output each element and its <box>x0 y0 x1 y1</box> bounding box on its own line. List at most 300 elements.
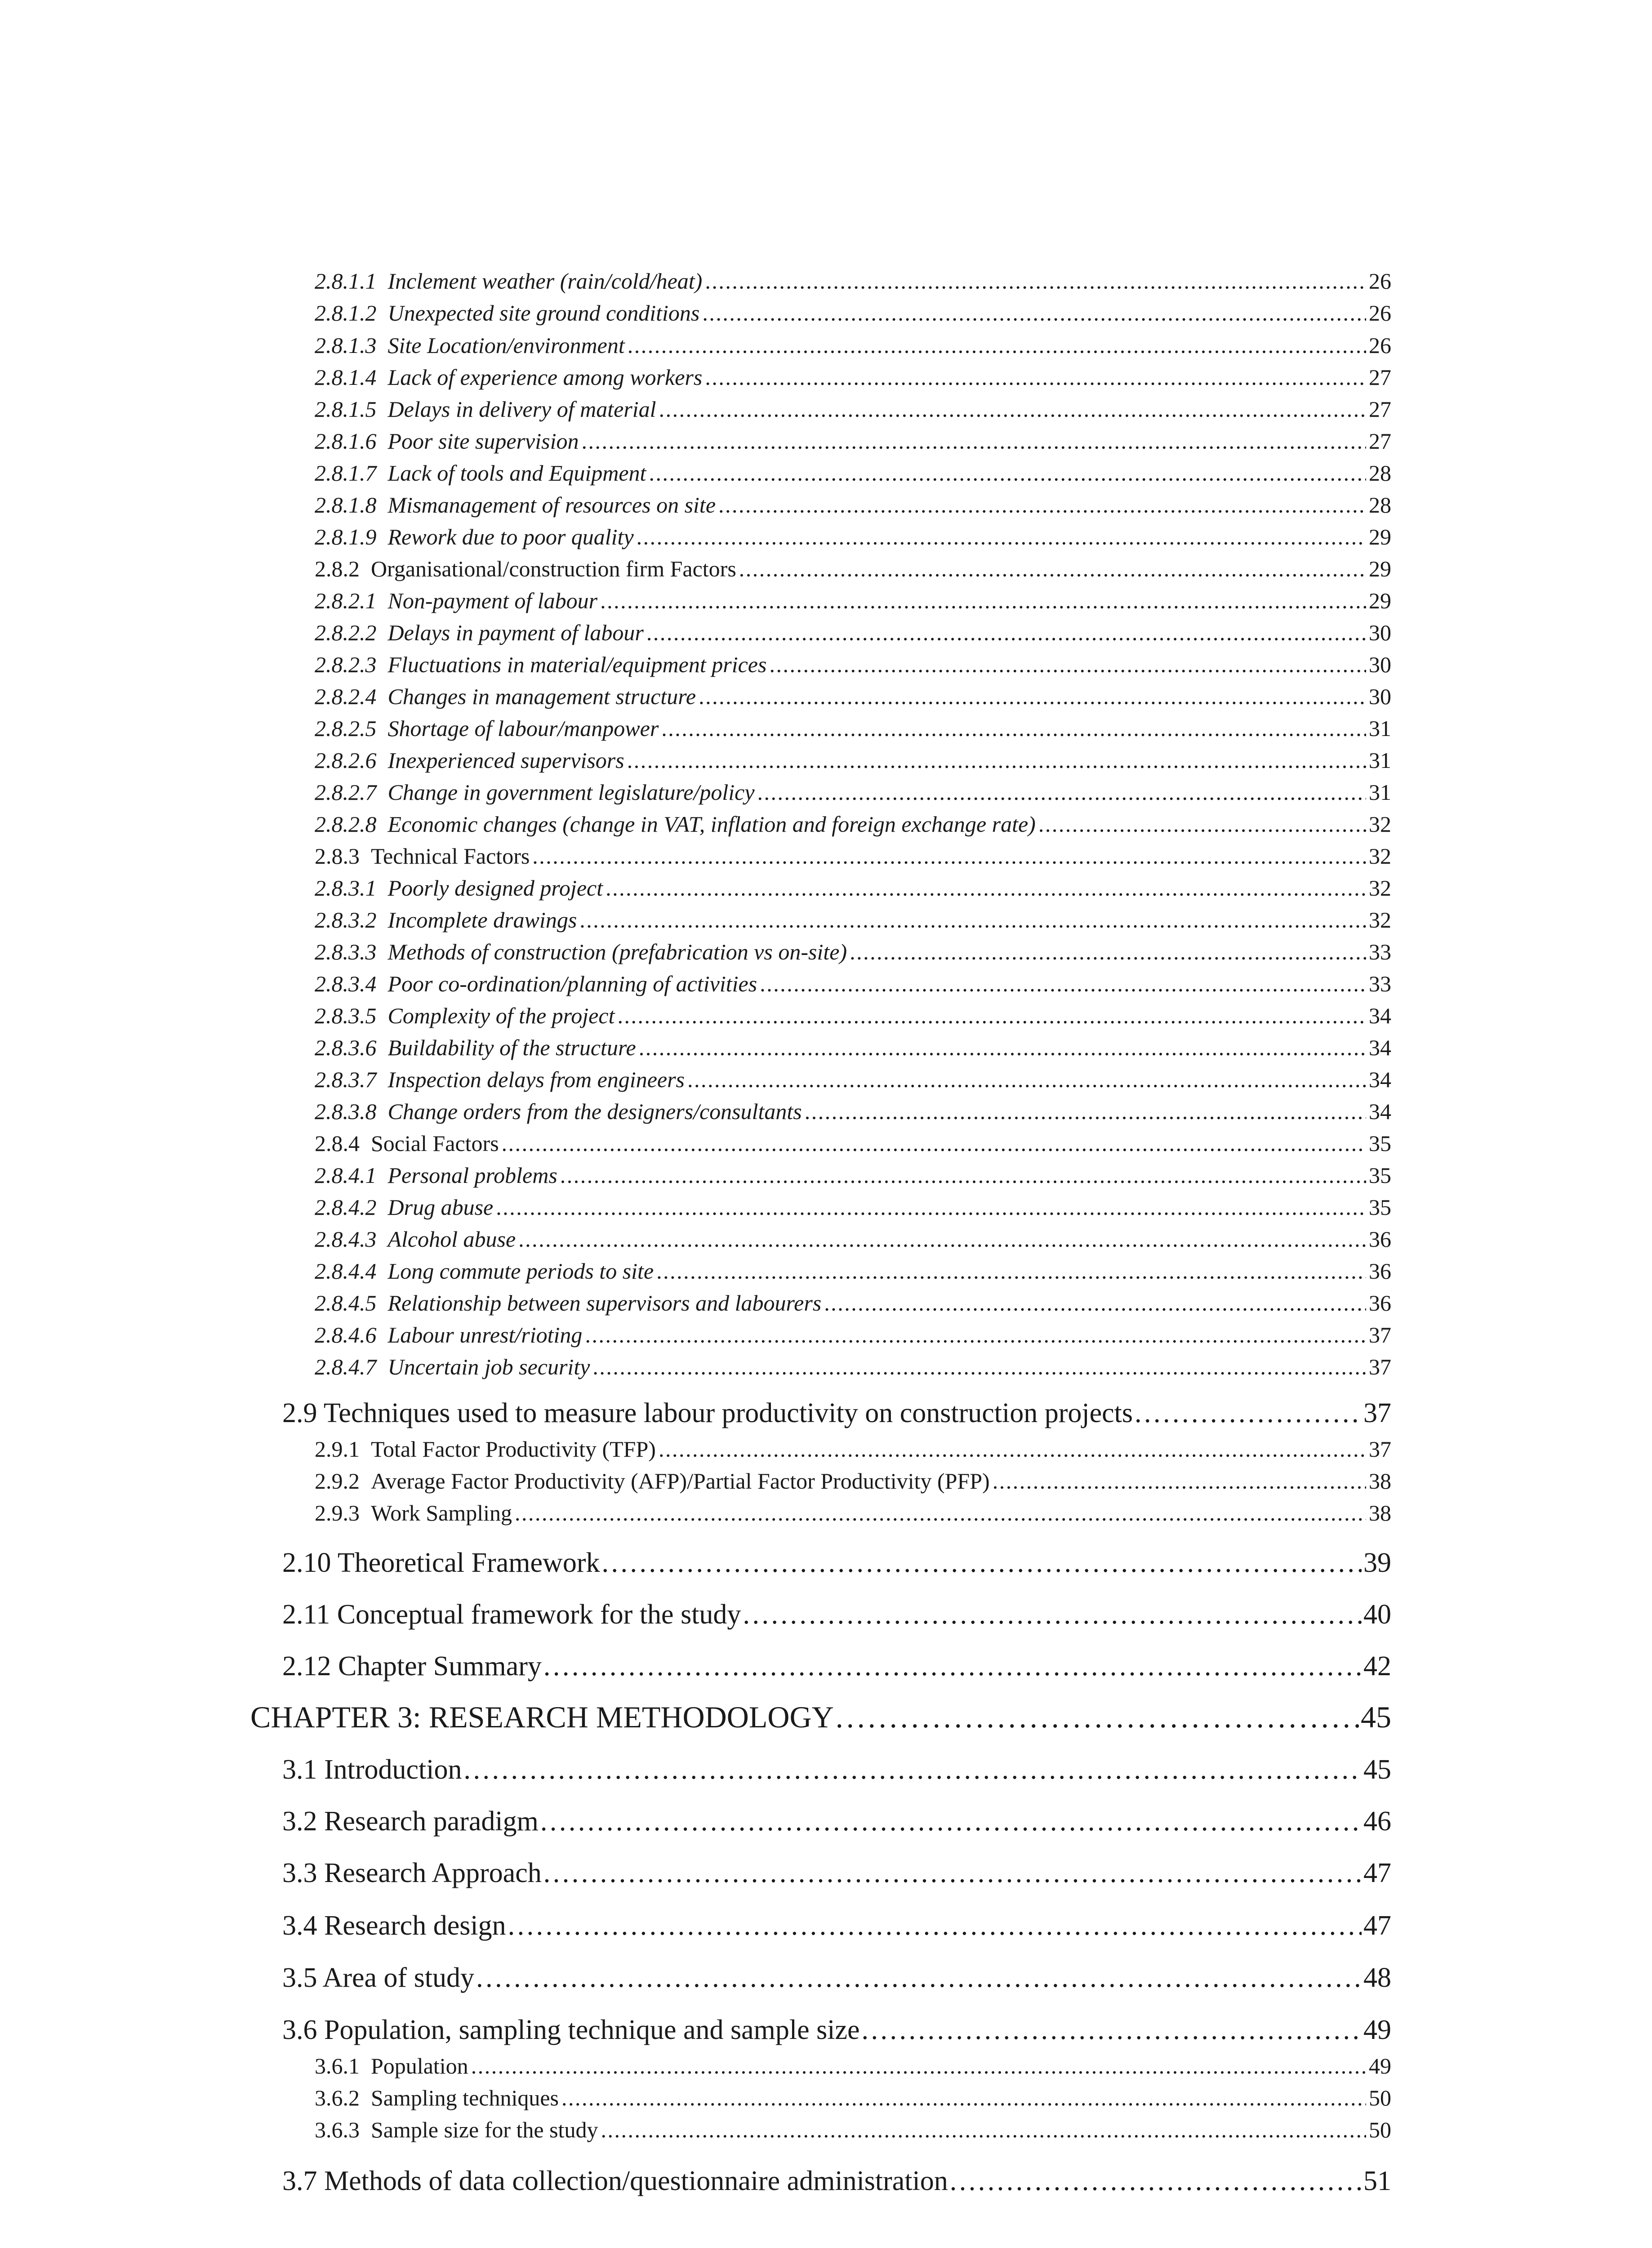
toc-entry-number: 2.8.4.3 <box>315 1227 377 1252</box>
toc-entry[interactable] <box>315 909 1391 931</box>
dot-leader <box>515 1502 1366 1524</box>
toc-entry-title: Population <box>371 2053 468 2079</box>
toc-entry-label <box>315 558 736 580</box>
toc-entry-title: Delays in delivery of material <box>387 397 656 422</box>
toc-entry[interactable] <box>315 1228 1391 1250</box>
toc-entry-label <box>315 526 634 548</box>
toc-entry-number: 2.9.2 <box>315 1468 360 1494</box>
dot-leader <box>805 1100 1366 1123</box>
toc-entry-page-number: 47 <box>1363 1910 1391 1941</box>
dot-leader <box>705 366 1366 388</box>
toc-entry-number: 2.8.4.6 <box>315 1322 377 1347</box>
dot-leader <box>532 845 1366 867</box>
toc-entry[interactable] <box>315 366 1391 388</box>
dot-leader <box>592 1356 1366 1378</box>
toc-entry-page-number: 36 <box>1369 1290 1391 1316</box>
toc-entry-title: Alcohol abuse <box>387 1227 516 1252</box>
toc-entry[interactable] <box>282 1859 1391 1887</box>
dot-leader <box>661 717 1366 740</box>
toc-entry-label <box>315 1132 499 1155</box>
toc-entry[interactable] <box>282 1756 1391 1784</box>
dot-leader <box>836 1702 1359 1732</box>
toc-entry-page-number: 26 <box>1369 268 1391 294</box>
toc-entry-title: Uncertain job security <box>387 1354 590 1379</box>
dot-leader <box>471 2055 1366 2077</box>
dot-leader <box>850 941 1366 963</box>
dot-leader <box>649 462 1366 484</box>
toc-entry-title: Incomplete drawings <box>387 907 577 932</box>
toc-entry-number: 2.8.1.4 <box>315 365 377 390</box>
dot-leader <box>606 877 1366 899</box>
toc-entry-number: 2.8.3.8 <box>315 1099 377 1124</box>
toc-entry-page-number: 34 <box>1369 1067 1391 1092</box>
dot-leader <box>543 1652 1362 1680</box>
toc-entry-title: Rework due to poor quality <box>387 524 634 549</box>
toc-entry[interactable] <box>315 2087 1391 2109</box>
toc-entry-number: 2.10 <box>282 1548 331 1578</box>
toc-entry-page-number: 30 <box>1369 620 1391 645</box>
toc-entry-label <box>315 1324 582 1346</box>
toc-entry-title: Sampling techniques <box>371 2085 559 2110</box>
toc-entry-number: 2.8.1.1 <box>315 268 377 294</box>
toc-entry-title: Labour unrest/rioting <box>387 1322 583 1347</box>
toc-entry-title: Inclement weather (rain/cold/heat) <box>387 268 703 294</box>
toc-entry-number: 2.8.4.4 <box>315 1258 377 1284</box>
toc-entry-page-number: 38 <box>1369 1500 1391 1525</box>
dot-leader <box>637 526 1366 548</box>
toc-entry[interactable] <box>282 1652 1391 1680</box>
toc-entry-page-number: 37 <box>1369 1436 1391 1462</box>
toc-entry-page-number: 49 <box>1363 2015 1391 2045</box>
toc-entry[interactable] <box>315 1004 1391 1027</box>
toc-entry-title: Area of study <box>322 1963 475 1993</box>
toc-entry-number: 2.8.2 <box>315 556 360 581</box>
toc-entry-label <box>315 845 530 867</box>
toc-entry[interactable] <box>315 972 1391 995</box>
toc-entry-number: 2.8.4.1 <box>315 1163 377 1188</box>
toc-entry-page-number: 32 <box>1369 907 1391 932</box>
toc-entry-number: 2.8.4.2 <box>315 1195 377 1220</box>
toc-entry[interactable] <box>315 653 1391 676</box>
toc-entry-title: Long commute periods to site <box>387 1258 654 1284</box>
toc-entry[interactable] <box>315 1438 1391 1460</box>
toc-entry-page-number: 32 <box>1369 843 1391 869</box>
toc-entry[interactable] <box>315 526 1391 548</box>
toc-entry[interactable] <box>315 781 1391 803</box>
toc-entry-title: Complexity of the project <box>387 1003 615 1028</box>
toc-entry-title: Methods of data collection/questionnaire administration <box>324 2166 948 2196</box>
toc-entry-page-number: 37 <box>1369 1322 1391 1347</box>
toc-entry-number: 3.6 <box>282 2015 317 2045</box>
toc-entry-page-number: 29 <box>1369 524 1391 549</box>
toc-entry-title: Change in government legislature/policy <box>387 780 755 805</box>
toc-entry-page-number: 50 <box>1369 2117 1391 2142</box>
toc-entry-number: 2.8.3.3 <box>315 939 377 964</box>
toc-entry[interactable] <box>315 462 1391 484</box>
toc-entry-label <box>282 2016 860 2044</box>
toc-entry[interactable] <box>282 1399 1391 1427</box>
toc-entry-title: Total Factor Productivity (TFP) <box>371 1436 656 1462</box>
toc-entry-title: Chapter Summary <box>338 1651 542 1682</box>
toc-entry-page-number: 29 <box>1369 556 1391 581</box>
toc-entry-page-number: 35 <box>1369 1163 1391 1188</box>
toc-entry[interactable] <box>315 685 1391 708</box>
toc-entry-page-number: 27 <box>1369 397 1391 422</box>
dot-leader <box>560 1164 1366 1186</box>
toc-entry[interactable] <box>315 941 1391 963</box>
toc-entry-page-number: 31 <box>1369 748 1391 773</box>
dot-leader <box>646 621 1366 644</box>
toc-entry-number: 2.9.3 <box>315 1500 360 1525</box>
toc-entry-page-number: 31 <box>1369 716 1391 741</box>
toc-entry-label <box>315 270 702 292</box>
toc-entry-page-number: 28 <box>1369 460 1391 486</box>
dot-leader <box>699 685 1366 708</box>
toc-entry-page-number: 35 <box>1369 1131 1391 1156</box>
toc-entry-label <box>315 877 603 899</box>
toc-entry-label <box>315 302 699 324</box>
toc-entry-title: Mismanagement of resources on site <box>387 492 716 517</box>
toc-entry-title: Lack of tools and Equipment <box>387 460 646 486</box>
dot-leader <box>757 781 1366 803</box>
dot-leader <box>705 270 1366 292</box>
toc-entry-page-number: 36 <box>1369 1227 1391 1252</box>
toc-entry-number: 2.8.1.2 <box>315 300 377 326</box>
toc-entry[interactable] <box>315 430 1391 452</box>
toc-entry-label <box>282 2167 948 2195</box>
dot-leader <box>760 972 1366 995</box>
toc-entry[interactable] <box>315 813 1391 835</box>
dot-leader <box>659 398 1366 420</box>
toc-entry-label <box>315 1164 557 1186</box>
toc-entry-number: 2.8.3.6 <box>315 1035 377 1060</box>
toc-entry-number: 2.8.2.4 <box>315 684 377 709</box>
toc-entry[interactable] <box>315 1502 1391 1524</box>
toc-entry[interactable] <box>250 1702 1391 1732</box>
toc-entry-number: 3.3 <box>282 1858 317 1888</box>
toc-entry[interactable] <box>315 1068 1391 1091</box>
toc-entry-page-number: 30 <box>1369 684 1391 709</box>
toc-entry-label <box>282 1964 474 1992</box>
toc-entry-number: 2.8.4.5 <box>315 1290 377 1316</box>
toc-entry-title: Methods of construction (prefabrication vs on-site) <box>387 939 847 964</box>
toc-entry-label <box>315 813 1036 835</box>
dot-leader <box>993 1470 1366 1492</box>
toc-entry-label <box>250 1702 834 1732</box>
toc-entry-page-number: 35 <box>1369 1195 1391 1220</box>
dot-leader <box>508 1912 1362 1940</box>
toc-entry-title: Shortage of labour/manpower <box>387 716 659 741</box>
toc-entry-label <box>315 1292 821 1314</box>
toc-entry-title: Lack of experience among workers <box>387 365 703 390</box>
toc-entry-title: Poorly designed project <box>387 875 603 901</box>
toc-entry[interactable] <box>315 1036 1391 1059</box>
toc-entry-number: 3.6.1 <box>315 2053 360 2079</box>
dot-leader <box>540 1807 1362 1835</box>
toc-entry-number: 2.8.3.4 <box>315 971 377 996</box>
toc-entry-label <box>315 653 766 676</box>
toc-entry[interactable] <box>315 1132 1391 1155</box>
toc-entry-label <box>282 1756 462 1784</box>
toc-entry[interactable] <box>315 621 1391 644</box>
toc-entry-title: Work Sampling <box>371 1500 512 1525</box>
toc-entry-number: 2.8.1.3 <box>315 333 377 358</box>
toc-entry-title: Population, sampling technique and sample size <box>324 2015 860 2045</box>
toc-entry[interactable] <box>315 589 1391 612</box>
toc-entry[interactable] <box>315 302 1391 324</box>
toc-entry-label <box>315 398 656 420</box>
dot-leader <box>824 1292 1366 1314</box>
toc-entry-page-number: 39 <box>1363 1548 1391 1578</box>
toc-entry[interactable] <box>282 1807 1391 1835</box>
toc-entry-title: CHAPTER 3: RESEARCH METHODOLOGY <box>250 1700 834 1734</box>
toc-entry-label <box>282 1912 506 1940</box>
toc-entry-label <box>315 621 644 644</box>
toc-entry-title: Change orders from the designers/consultants <box>387 1099 802 1124</box>
dot-leader <box>543 1859 1362 1887</box>
toc-entry-title: Personal problems <box>387 1163 557 1188</box>
toc-entry-page-number: 31 <box>1369 780 1391 805</box>
toc-entry-title: Relationship between supervisors and labourers <box>387 1290 822 1316</box>
toc-entry-number: 3.7 <box>282 2166 317 2196</box>
toc-entry-label <box>315 1356 590 1378</box>
toc-entry-title: Fluctuations in material/equipment prices <box>387 652 767 677</box>
toc-entry[interactable] <box>315 1356 1391 1378</box>
toc-entry-page-number: 46 <box>1363 1806 1391 1837</box>
dot-leader <box>617 1004 1366 1027</box>
toc-entry-title: Poor co-ordination/planning of activities <box>387 971 757 996</box>
dot-leader <box>518 1228 1366 1250</box>
toc-entry-label <box>282 1807 539 1835</box>
toc-entry[interactable] <box>282 1912 1391 1940</box>
toc-entry-title: Introduction <box>324 1754 462 1785</box>
toc-entry-title: Research design <box>324 1910 506 1941</box>
toc-entry-number: 2.8.3 <box>315 843 360 869</box>
toc-entry-number: 3.2 <box>282 1806 317 1837</box>
toc-entry-title: Inspection delays from engineers <box>387 1067 685 1092</box>
toc-entry-number: 2.9.1 <box>315 1436 360 1462</box>
toc-entry-number: 2.8.2.6 <box>315 748 377 773</box>
toc-entry-number: 2.9 <box>282 1398 317 1428</box>
toc-entry-number: 2.8.1.9 <box>315 524 377 549</box>
dot-leader <box>601 1549 1362 1577</box>
toc-entry-page-number: 40 <box>1363 1599 1391 1630</box>
toc-entry-page-number: 30 <box>1369 652 1391 677</box>
toc-entry-page-number: 37 <box>1363 1398 1391 1428</box>
dot-leader <box>639 1036 1366 1059</box>
toc-entry-title: Poor site supervision <box>387 428 579 454</box>
toc-entry-title: Research paradigm <box>324 1806 539 1837</box>
dot-leader <box>656 1260 1366 1282</box>
dot-leader <box>743 1601 1362 1628</box>
toc-entry[interactable] <box>315 398 1391 420</box>
toc-entry-page-number: 37 <box>1369 1354 1391 1379</box>
toc-entry-number: 2.8.2.1 <box>315 588 377 613</box>
toc-entry[interactable] <box>315 558 1391 580</box>
dot-leader <box>659 1438 1366 1460</box>
toc-entry-title: Theoretical Framework <box>337 1548 600 1578</box>
toc-entry-page-number: 45 <box>1363 1754 1391 1785</box>
toc-entry-title: Technical Factors <box>371 843 530 869</box>
toc-entry-title: Drug abuse <box>387 1195 494 1220</box>
toc-entry-label <box>315 1260 654 1282</box>
toc-entry-page-number: 49 <box>1369 2053 1391 2079</box>
toc-entry-label <box>315 781 755 803</box>
toc-entry[interactable] <box>315 2119 1391 2141</box>
toc-entry-label <box>315 1438 656 1460</box>
toc-entry-number: 2.8.1.8 <box>315 492 377 517</box>
toc-entry-number: 2.8.1.7 <box>315 460 377 486</box>
toc-entry-page-number: 29 <box>1369 588 1391 613</box>
toc-entry[interactable] <box>315 1260 1391 1282</box>
toc-entry[interactable] <box>282 1549 1391 1577</box>
dot-leader <box>862 2016 1362 2044</box>
toc-entry-title: Changes in management structure <box>387 684 696 709</box>
toc-entry-label <box>282 1652 542 1680</box>
toc-entry-label <box>315 334 625 357</box>
toc-entry-number: 3.6.3 <box>315 2117 360 2142</box>
toc-entry-page-number: 27 <box>1369 365 1391 390</box>
toc-entry[interactable] <box>315 270 1391 292</box>
toc-entry-label <box>315 972 757 995</box>
toc-entry-number: 3.6.2 <box>315 2085 360 2110</box>
dot-leader <box>628 334 1366 357</box>
toc-entry[interactable] <box>315 1324 1391 1346</box>
toc-entry-number: 2.8.2.2 <box>315 620 377 645</box>
dot-leader <box>581 430 1366 452</box>
toc-entry-page-number: 34 <box>1369 1003 1391 1028</box>
toc-entry-page-number: 47 <box>1363 1858 1391 1888</box>
dot-leader <box>561 2087 1366 2109</box>
dot-leader <box>702 302 1366 324</box>
dot-leader <box>950 2167 1362 2195</box>
dot-leader <box>769 653 1366 676</box>
toc-entry-title: Conceptual framework for the study <box>337 1599 741 1630</box>
toc-entry[interactable] <box>315 717 1391 740</box>
toc-entry-page-number: 34 <box>1369 1035 1391 1060</box>
dot-leader <box>464 1756 1362 1784</box>
toc-entry-page-number: 27 <box>1369 428 1391 454</box>
toc-entry-number: 2.8.2.5 <box>315 716 377 741</box>
toc-entry-page-number: 50 <box>1369 2085 1391 2110</box>
toc-entry-label <box>315 2087 559 2109</box>
toc-entry-number: 3.1 <box>282 1754 317 1785</box>
toc-entry-label <box>315 941 847 963</box>
toc-entry-title: Economic changes (change in VAT, inflation and foreign exchange rate) <box>387 812 1036 837</box>
toc-entry-label <box>315 685 696 708</box>
toc-entry-label <box>315 1228 516 1250</box>
toc-entry[interactable] <box>315 877 1391 899</box>
toc-entry[interactable] <box>315 845 1391 867</box>
toc-entry-number: 2.8.3.5 <box>315 1003 377 1028</box>
toc-entry-label <box>315 1470 990 1492</box>
toc-entry-label <box>282 1601 741 1628</box>
toc-entry-label <box>282 1399 1133 1427</box>
dot-leader <box>601 2119 1366 2141</box>
toc-entry-title: Social Factors <box>371 1131 499 1156</box>
toc-entry-label <box>315 1036 636 1059</box>
toc-entry-page-number: 34 <box>1369 1099 1391 1124</box>
toc-entry-label <box>282 1549 600 1577</box>
toc-entry-label <box>315 1100 802 1123</box>
toc-entry[interactable] <box>315 749 1391 772</box>
toc-entry[interactable] <box>282 2016 1391 2044</box>
toc-entry[interactable] <box>315 1196 1391 1218</box>
toc-entry-title: Site Location/environment <box>387 333 625 358</box>
dot-leader <box>627 749 1366 772</box>
toc-entry[interactable] <box>315 1100 1391 1123</box>
dot-leader <box>718 494 1366 516</box>
toc-entry[interactable] <box>282 1601 1391 1628</box>
toc-entry-page-number: 32 <box>1369 875 1391 901</box>
toc-entry-title: Unexpected site ground conditions <box>387 300 700 326</box>
toc-entry-label <box>315 1068 685 1091</box>
toc-entry[interactable] <box>315 494 1391 516</box>
toc-entry-number: 2.8.3.7 <box>315 1067 377 1092</box>
toc-entry[interactable] <box>315 1470 1391 1492</box>
dot-leader <box>1135 1399 1362 1427</box>
toc-entry-page-number: 33 <box>1369 939 1391 964</box>
dot-leader <box>1038 813 1366 835</box>
toc-entry-page-number: 33 <box>1369 971 1391 996</box>
toc-entry-label <box>315 494 716 516</box>
toc-entry-page-number: 26 <box>1369 333 1391 358</box>
toc-entry-page-number: 36 <box>1369 1258 1391 1284</box>
toc-entry[interactable] <box>282 1964 1391 1992</box>
toc-entry[interactable] <box>315 2055 1391 2077</box>
toc-entry-page-number: 38 <box>1369 1468 1391 1494</box>
toc-entry-label <box>315 366 702 388</box>
toc-entry[interactable] <box>315 1164 1391 1186</box>
toc-entry-title: Average Factor Productivity (AFP)/Partial Factor Productivity (PFP) <box>371 1468 990 1494</box>
toc-entry-page-number: 51 <box>1363 2166 1391 2196</box>
toc-entry-label <box>315 717 659 740</box>
toc-entry-page-number: 28 <box>1369 492 1391 517</box>
toc-entry[interactable] <box>315 1292 1391 1314</box>
toc-entry-label <box>315 2119 598 2141</box>
toc-entry-page-number: 48 <box>1363 1963 1391 1993</box>
toc-entry-label <box>315 1196 493 1218</box>
toc-entry[interactable] <box>315 334 1391 357</box>
dot-leader <box>600 589 1366 612</box>
toc-entry-number: 2.8.4 <box>315 1131 360 1156</box>
toc-entry-number: 2.12 <box>282 1651 331 1682</box>
toc-entry-label <box>315 1502 512 1524</box>
dot-leader <box>502 1132 1366 1155</box>
toc-entry-number: 2.8.1.6 <box>315 428 377 454</box>
toc-entry-number: 3.4 <box>282 1910 317 1941</box>
toc-entry-label <box>282 1859 542 1887</box>
toc-entry[interactable] <box>282 2167 1391 2195</box>
toc-entry-number: 2.8.3.1 <box>315 875 377 901</box>
toc-entry-label <box>315 430 579 452</box>
toc-entry-title: Delays in payment of labour <box>387 620 644 645</box>
toc-entry-number: 2.8.2.3 <box>315 652 377 677</box>
toc-entry-label <box>315 909 577 931</box>
toc-entry-label <box>315 589 597 612</box>
toc-entry-title: Non-payment of labour <box>387 588 598 613</box>
toc-entry-title: Research Approach <box>324 1858 542 1888</box>
toc-entry-label <box>315 2055 468 2077</box>
dot-leader <box>687 1068 1366 1091</box>
toc-entry-page-number: 42 <box>1363 1651 1391 1682</box>
toc-entry-label <box>315 1004 614 1027</box>
toc-entry-number: 2.8.4.7 <box>315 1354 377 1379</box>
toc-entry-page-number: 45 <box>1361 1700 1391 1734</box>
toc-entry-page-number: 26 <box>1369 300 1391 326</box>
toc-entry-label <box>315 749 624 772</box>
toc-entry-number: 2.8.3.2 <box>315 907 377 932</box>
